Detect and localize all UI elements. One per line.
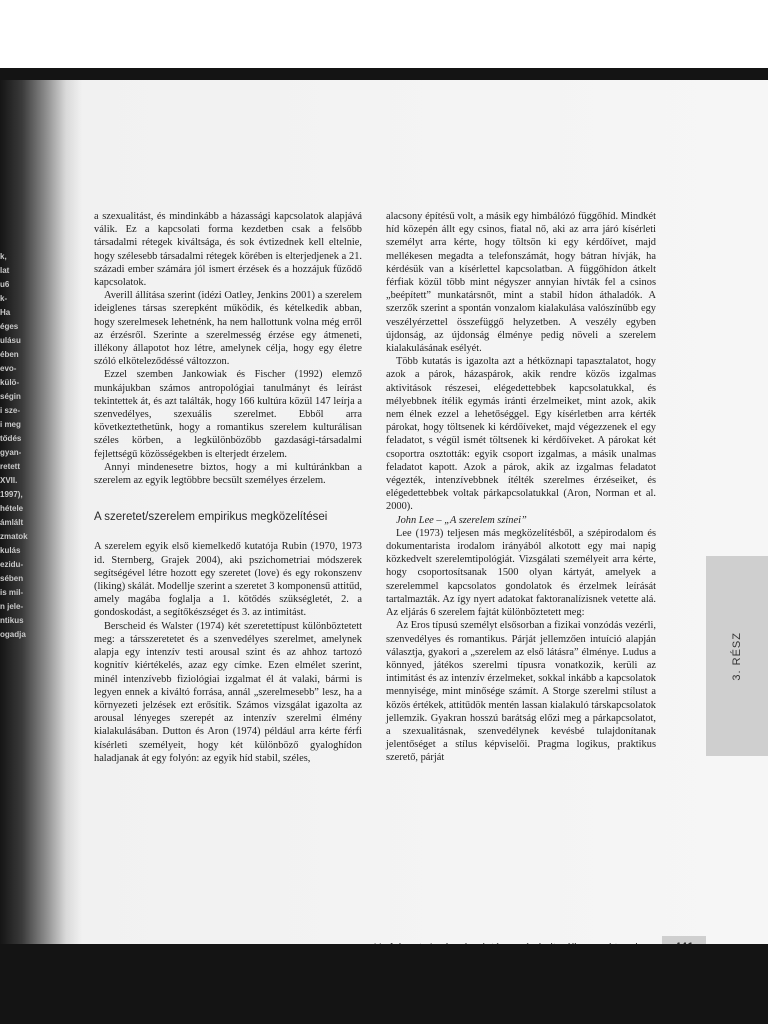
part-tab [706,556,768,756]
scan-top-margin [0,0,768,70]
margin-fragment: i sze- [0,406,21,415]
paragraph: Annyi mindenesetre biztos, hogy a mi kultúránkban a szerelem az egyik legtöbbre becsült személyes érzelem. [94,461,362,487]
subsection-heading: John Lee – „A szerelem színei” [396,514,527,526]
margin-fragment: evo- [0,364,17,373]
margin-fragment: lat [0,266,10,275]
left-column [94,210,362,765]
margin-fragment: ntikus [0,616,24,625]
scan-bottom-edge [0,944,768,1024]
margin-fragment: 1997), [0,490,23,499]
margin-fragment: ezidu- [0,560,24,569]
section-heading: A szeretet/szerelem empirikus megközelítései [94,511,328,524]
paragraph: Lee (1973) teljesen más megközelítésből, a szépirodalom és dokumentarista irodalom irányából alkotott egy mai napig közkedvelt szerelemtipológiát. Vizsgálati személyeit arra kérte, hogy csoportosítsanak 1500 olyan kártyát, amelyek a szerelemmel kapcsolatos gondolatok és érzelmek leírását tartalmazták. Az így nyert adatokat faktoranalízisnek vetette alá. Az eljárás 6 szerelem fajtát különböztetett meg: [386,527,656,619]
paragraph: A szerelem egyik első kiemelkedő kutatója Rubin (1970, 1973 id. Sternberg, Grajek 2004), aki pszichometriai módszerek segítségével létre hozott egy szeretet (love) és egy rokonszenv (liking) skálát. Modellje szerint a szeretet 3 komponensű attitűd, amely magába foglalja a 1. kötődés szükségletét, 2. a gondoskodást, a segítőkészséget és 3. az intimitást. [94,541,362,619]
paragraph: Ezzel szemben Jankowiak és Fischer (1992) elemző munkájukban számos antropológiai tanulmányt és leírást tekintettek át, és azt találták, hogy 166 kultúra közül 147 leírja a szenvedélyes, szexuális szerelmet. Ebből arra következtethetünk, hogy a romantikus szerelem kulturálisan széles körben, a legkülönbözőbb gazdasági-társadalmi fejlettségű közösségekben is elterjedt érzelem. [94,369,362,460]
margin-fragment: éges [0,322,19,331]
margin-fragment: i meg [0,420,21,429]
paragraph: Averill állítása szerint (idézi Oatley, Jenkins 2001) a szerelem ideiglenes társas szerepként működik, és kételkedik abban, hogy szerelmesek lehetnénk, ha nem hallottunk volna még erről az érzésről. Szerinte a szerelmesség érzése egy átmeneti, illékony állapotot hoz létre, amelynek célja, hogy egy életre szóló elköteleződéssé változzon. [94,290,362,368]
margin-fragment: Ha [0,308,11,317]
margin-fragment: ében [0,350,19,359]
margin-fragment: u6 [0,280,10,289]
margin-fragment: k, [0,252,7,261]
paragraph: a szexualitást, és mindinkább a házassági kapcsolatok alapjává válik. Ez a kapcsolati forma kezdetben csak a felsőbb társadalmi rétegek kiváltsága, és sok évtizednek kell eltelnie, hogy szélesebb társadalmi rétegek körében is elterjedjenek a 21. századi ember számára jól ismert érzések és a hozzájuk fűződő kapcsolatok. [94,211,362,289]
margin-fragment: zmatok [0,532,28,541]
margin-fragment: hétele [0,504,24,513]
margin-fragment: ulásu [0,336,21,345]
book-page [0,80,768,944]
margin-fragment: ségin [0,392,21,401]
margin-fragment: tődés [0,434,22,443]
margin-fragment: is mil- [0,588,24,597]
right-column [386,210,656,765]
paragraph: alacsony építésű volt, a másik egy himbálózó függőhíd. Mindkét híd közepén állt egy csinos, fiatal nő, aki az arra járó kísérleti személyt arra kérte, hogy töltsön ki egy kérdőívet, majd mellékesen megadta a telefonszámát, hogy bátran hívják, ha kérdésük van a kísérlettel kapcsolatban. A függőhídon átkelt férfiak közül több mint négyszer annyian hívták fel a csinos „beépített” munkatársnőt, mint a stabil hídon áthaladók. A szerzők szerint a spontán vonzalom kialakulása valószínűbb egy veszélyérzettel összefüggő helyzetben. A veszély egyben újdonság, az újdonság élménye pedig növeli a szerelem kialakulásának esélyét. [386,211,656,355]
margin-fragment: ogadja [0,630,26,639]
margin-fragment: XVII. [0,476,18,485]
margin-fragment: sében [0,574,24,583]
margin-fragment: retett [0,462,21,471]
margin-fragment: gyan- [0,448,22,457]
margin-fragment: ámlált [0,518,24,527]
paragraph: Több kutatás is igazolta azt a hétköznapi tapasztalatot, hogy azok a párok, házaspárok, akik rendre közös izgalmas aktivitások részesei, elégedettebbek kapcsolatukkal, és mélyebbnek ítélik egymás iránti érzelmeiket, mint azok, akik nem élnek ezzel a lehetőséggel. Egy kísérletben arra kérték párokat, hogy töltsenek ki kérdőíveket, majd végezzenek el egy feladatot, s végül ismét töltsenek ki kérdőíveket. A párokat két csoportra osztották: egyik csoport izgalmas, a másik unalmas feladatot kapott. Azok a párok, akik az izgalmas feladatot végezték, intenzívebbnek ítélték szerelmes érzéseiket, és elégedettebbek voltak párkapcsolatukkal (Aron, Norman et al. 2000). [386,356,656,513]
margin-fragment: k- [0,294,8,303]
margin-fragment: kulás [0,546,21,555]
margin-fragment: külö- [0,378,20,387]
paragraph: Berscheid és Walster (1974) két szeretettípust különböztetett meg: a társszeretetet és a szenvedélyes szerelmet, amelynek alapja egy intenzív testi arousal szint és az ahhoz tartozó kognitív kiértékelés, azaz egy címke. Ezen elmélet szerint, minél intenzívebb fiziológiai izgalmat él át valaki, bármi is legyen ennek a kiváltó forrása, annál „szerelmesebb” lesz, ha a környezeti jelzések ezt erősítik. Számos vizsgálat igazolta az arousal lényeges szerepét az intenzív szerelmi élmény kialakulásában. Dutton és Aron (1974) például arra kérte férfi kísérleti személyeit, hogy két különböző gyaloghídon haladjanak át egy folyón: az egyik híd stabil, széles, [94,620,362,764]
previous-page-margin [0,250,44,930]
margin-fragment: n jele- [0,602,24,611]
paragraph: Az Eros típusú személyt elsősorban a fizikai vonzódás vezérli, szenvedélyes és romantikus. Párját jellemzően intuíció alapján választja, gyakori a „szerelem az első látásra” élménye. Ludus a könnyed, játékos szerelmi típusra vonatkozik, kerüli az intimitást és az intenzív érzelmeket, sokkal inkább a kapcsolatok mennyisége, mint minősége számít. A Storge szerelmi stílust a közös értékek, attitűdök mentén lassan kialakuló társkapcsolatok jellemzik. Gyakran hosszú barátság előzi meg a párkapcsolatot, a szexualitásnak, szenvedélynek kevésbé tulajdonítanak jelentőséget a stílus képviselői. Pragma logikus, praktikus szerető, párját [386,620,656,764]
part-tab-label: 3. RÉSZ [731,631,743,681]
scan-top-edge [0,68,768,80]
